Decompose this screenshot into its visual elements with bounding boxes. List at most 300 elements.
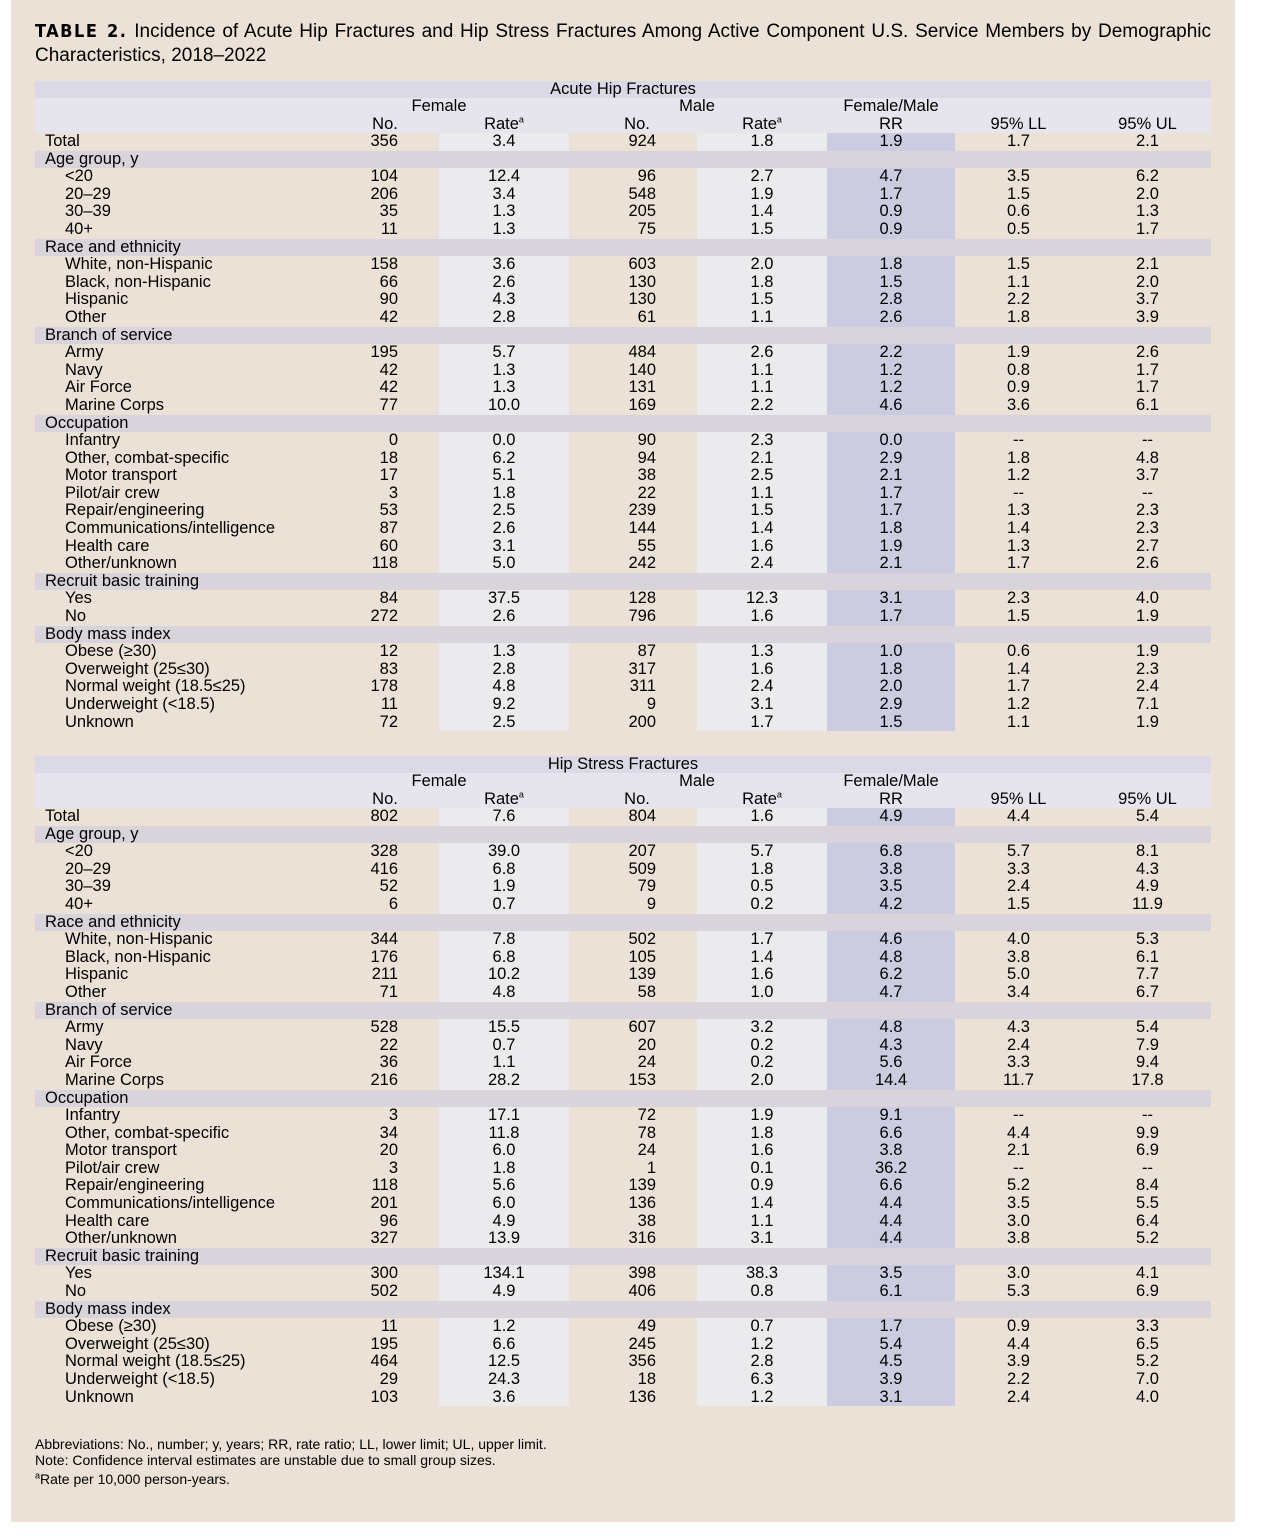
total-row bbox=[35, 133, 1211, 151]
table-row bbox=[35, 1265, 1211, 1283]
female-rate: 1.3 bbox=[492, 360, 516, 379]
female-rate: 2.6 bbox=[492, 272, 516, 291]
rr-header: RR bbox=[879, 114, 903, 133]
male-rate: 1.0 bbox=[750, 982, 774, 1001]
column-shading bbox=[569, 309, 697, 327]
row-label: Air Force bbox=[65, 378, 132, 397]
row-label: Marine Corps bbox=[65, 395, 165, 414]
table-row bbox=[35, 1283, 1211, 1301]
female-count: 206 bbox=[370, 184, 398, 203]
female-count: 464 bbox=[370, 1352, 398, 1371]
lower-limit: 0.6 bbox=[1007, 642, 1030, 661]
rate-footnote: $^a$Rate per 10,000 person-years. bbox=[35, 1470, 230, 1487]
male-rate: 6.3 bbox=[750, 1370, 774, 1388]
row-label: 20–29 bbox=[65, 859, 111, 878]
upper-limit: 4.0 bbox=[1136, 1387, 1159, 1406]
row-label: Communications/intelligence bbox=[65, 519, 276, 538]
rate-ratio: 1.9 bbox=[879, 132, 903, 150]
row-label: Hispanic bbox=[65, 290, 129, 309]
lower-limit: 2.2 bbox=[1007, 1370, 1030, 1388]
category-row bbox=[35, 239, 1211, 257]
column-shading bbox=[569, 168, 697, 186]
female-count: 344 bbox=[370, 930, 398, 949]
female-count: 158 bbox=[370, 255, 398, 274]
category-label: Branch of service bbox=[45, 1000, 173, 1019]
female-count: 52 bbox=[379, 877, 398, 896]
female-rate: 28.2 bbox=[487, 1070, 521, 1089]
lower-limit: 0.5 bbox=[1007, 219, 1030, 238]
lower-limit: 2.3 bbox=[1007, 589, 1030, 608]
upper-limit: -- bbox=[1142, 483, 1153, 502]
male-rate: 1.1 bbox=[750, 307, 774, 326]
upper-limit: 2.3 bbox=[1136, 659, 1159, 678]
rate-ratio: 4.4 bbox=[879, 1211, 903, 1230]
female-rate: 5.7 bbox=[492, 343, 516, 362]
female-rate: 4.8 bbox=[492, 677, 516, 696]
row-label: <20 bbox=[65, 167, 93, 186]
male-rate: 0.1 bbox=[750, 1158, 774, 1177]
female-count: 502 bbox=[370, 1282, 398, 1301]
table-row bbox=[35, 931, 1211, 949]
female-rate: 13.9 bbox=[487, 1229, 521, 1248]
male-count: 548 bbox=[628, 184, 656, 203]
upper-limit: 8.4 bbox=[1136, 1176, 1159, 1195]
upper-limit: 2.0 bbox=[1136, 184, 1159, 203]
male-rate: 0.7 bbox=[750, 1317, 774, 1336]
male-count: 130 bbox=[628, 290, 656, 309]
female-rate: 134.1 bbox=[483, 1264, 525, 1283]
female-rate: 7.6 bbox=[492, 807, 516, 825]
male-no-header: No. bbox=[624, 114, 650, 133]
lower-limit: 1.2 bbox=[1007, 466, 1030, 485]
rate-ratio: 2.6 bbox=[879, 307, 903, 326]
rate-ratio: 1.7 bbox=[879, 184, 903, 203]
column-shading bbox=[569, 450, 697, 468]
table-row bbox=[35, 362, 1211, 380]
upper-limit: 4.1 bbox=[1136, 1264, 1159, 1283]
row-label: Other, combat-specific bbox=[65, 448, 230, 467]
lower-limit: 1.7 bbox=[1007, 554, 1030, 573]
lower-limit: 11.7 bbox=[1003, 1070, 1034, 1089]
upper-limit: 6.9 bbox=[1136, 1282, 1159, 1301]
table-row bbox=[35, 1195, 1211, 1213]
female-rate: 3.6 bbox=[492, 255, 516, 274]
row-label: Normal weight (18.5≤25) bbox=[65, 677, 246, 696]
lower-limit: 5.0 bbox=[1007, 965, 1030, 984]
table-row bbox=[35, 1336, 1211, 1354]
table-row bbox=[35, 714, 1211, 732]
rate-ratio: 3.8 bbox=[879, 1141, 903, 1160]
category-label: Body mass index bbox=[45, 624, 171, 643]
rate-ratio: 9.1 bbox=[879, 1106, 903, 1125]
row-label: Communications/intelligence bbox=[65, 1194, 276, 1213]
lower-limit: 3.0 bbox=[1007, 1211, 1030, 1230]
male-count: 607 bbox=[628, 1018, 656, 1037]
table-row bbox=[35, 1054, 1211, 1072]
upper-limit: 5.4 bbox=[1136, 807, 1159, 825]
row-label: Total bbox=[45, 132, 80, 150]
column-shading bbox=[569, 538, 697, 556]
column-shading bbox=[569, 1037, 697, 1055]
female-count: 118 bbox=[371, 1176, 398, 1195]
male-count: 242 bbox=[628, 554, 656, 573]
rate-ratio: 3.1 bbox=[879, 589, 903, 608]
upper-limit: 5.2 bbox=[1136, 1229, 1159, 1248]
lower-limit: 1.2 bbox=[1007, 695, 1030, 713]
row-label: Army bbox=[65, 343, 104, 362]
female-rate: 4.9 bbox=[492, 1211, 516, 1230]
upper-limit: 5.2 bbox=[1136, 1352, 1159, 1371]
rate-ratio: 1.0 bbox=[879, 642, 903, 661]
rate-ratio: 3.5 bbox=[879, 877, 903, 896]
male-count: 131 bbox=[628, 378, 656, 397]
category-label: Age group, y bbox=[45, 824, 139, 843]
male-rate: 1.8 bbox=[750, 1123, 774, 1142]
category-row bbox=[35, 1002, 1211, 1020]
rate-ratio: 4.4 bbox=[879, 1229, 903, 1248]
female-count: 29 bbox=[379, 1370, 398, 1388]
male-count: 245 bbox=[628, 1334, 656, 1353]
female-rate: 6.2 bbox=[492, 448, 516, 467]
column-shading bbox=[569, 878, 697, 896]
lower-limit: 1.1 bbox=[1007, 712, 1030, 731]
female-rate: 9.2 bbox=[492, 695, 516, 713]
male-count: 136 bbox=[628, 1387, 656, 1406]
category-row bbox=[35, 415, 1211, 433]
female-count: 35 bbox=[379, 202, 398, 221]
upper-limit: 5.4 bbox=[1136, 1018, 1159, 1037]
rate-ratio: 2.9 bbox=[879, 695, 903, 713]
female-rate: 12.5 bbox=[487, 1352, 521, 1371]
category-label: Race and ethnicity bbox=[45, 237, 181, 256]
rate-ratio: 1.9 bbox=[879, 536, 903, 555]
category-row bbox=[35, 573, 1211, 591]
row-label: 40+ bbox=[65, 894, 93, 913]
male-rate: 5.7 bbox=[750, 842, 774, 861]
row-label: No bbox=[65, 1282, 87, 1301]
female-count: 104 bbox=[370, 167, 398, 186]
lower-limit: 2.4 bbox=[1007, 1035, 1030, 1054]
upper-limit: 2.7 bbox=[1136, 536, 1159, 555]
male-rate: 1.6 bbox=[750, 536, 774, 555]
lower-limit: -- bbox=[1013, 483, 1024, 502]
lower-limit: 5.2 bbox=[1007, 1176, 1030, 1195]
male-rate: 1.1 bbox=[750, 378, 774, 397]
row-label: Hispanic bbox=[65, 965, 129, 984]
male-rate: 0.8 bbox=[750, 1282, 774, 1301]
male-count: 1 bbox=[646, 1158, 656, 1177]
lower-limit: 2.4 bbox=[1007, 877, 1030, 896]
female-rate: 2.8 bbox=[492, 659, 516, 678]
male-count: 205 bbox=[628, 202, 656, 221]
female-count: 211 bbox=[371, 965, 398, 984]
rate-ratio: 3.8 bbox=[879, 859, 903, 878]
male-rate: 1.8 bbox=[750, 132, 774, 150]
female-count: 216 bbox=[370, 1070, 398, 1089]
female-rate: 6.6 bbox=[492, 1334, 516, 1353]
female-rate: 2.6 bbox=[492, 519, 516, 538]
table-row bbox=[35, 555, 1211, 573]
category-label: Occupation bbox=[45, 1088, 129, 1107]
upper-limit: 5.5 bbox=[1136, 1194, 1159, 1213]
female-rate: 4.8 bbox=[492, 982, 516, 1001]
lower-limit: 5.7 bbox=[1007, 842, 1030, 861]
female-count: 195 bbox=[370, 343, 398, 362]
upper-limit: -- bbox=[1142, 1106, 1153, 1125]
upper-limit: 4.8 bbox=[1136, 448, 1159, 467]
male-count: 79 bbox=[637, 877, 656, 896]
male-rate: 2.0 bbox=[750, 255, 774, 274]
male-rate: 1.2 bbox=[750, 1387, 774, 1406]
upper-limit: 1.9 bbox=[1136, 712, 1159, 731]
male-rate-header: Rate$^a$ bbox=[742, 789, 782, 808]
rate-ratio: 2.9 bbox=[879, 448, 903, 467]
male-rate: 1.8 bbox=[750, 859, 774, 878]
female-rate: 5.1 bbox=[492, 466, 516, 485]
table-row bbox=[35, 1213, 1211, 1231]
male-count: 20 bbox=[637, 1035, 656, 1054]
table-row bbox=[35, 1142, 1211, 1160]
female-count: 327 bbox=[370, 1229, 398, 1248]
male-count: 38 bbox=[637, 466, 656, 485]
rate-ratio: 2.0 bbox=[879, 677, 903, 696]
lower-limit: 5.3 bbox=[1007, 1282, 1030, 1301]
female-count: 118 bbox=[371, 554, 398, 573]
row-label: White, non-Hispanic bbox=[65, 930, 213, 949]
female-group-header: Female bbox=[411, 772, 467, 790]
table-title-text: Incidence of Acute Hip Fractures and Hip Stress Fractures Among Active Component U.S. Service Members by Demographic Characteristics, 2018–2022 bbox=[35, 21, 1212, 66]
table-label: TABLE 2. bbox=[35, 21, 128, 42]
upper-limit: 4.3 bbox=[1136, 859, 1159, 878]
male-count: 139 bbox=[628, 965, 656, 984]
female-count: 328 bbox=[370, 842, 398, 861]
category-row bbox=[35, 151, 1211, 169]
rate-ratio: 4.7 bbox=[879, 167, 903, 186]
female-count: 416 bbox=[370, 859, 398, 878]
female-count: 528 bbox=[370, 1018, 398, 1037]
column-shading bbox=[569, 1318, 697, 1336]
table-row bbox=[35, 203, 1211, 221]
male-count: 207 bbox=[628, 842, 656, 861]
confidence-note: Note: Confidence interval estimates are unstable due to small group sizes. bbox=[35, 1451, 496, 1468]
male-rate: 1.1 bbox=[750, 1211, 774, 1230]
female-rate: 3.4 bbox=[492, 132, 516, 150]
female-rate: 24.3 bbox=[487, 1370, 521, 1388]
category-label: Occupation bbox=[45, 413, 129, 432]
rate-ratio: 2.1 bbox=[879, 554, 903, 573]
table-row bbox=[35, 878, 1211, 896]
column-shading bbox=[569, 467, 697, 485]
female-count: 20 bbox=[379, 1141, 398, 1160]
male-rate: 1.4 bbox=[750, 202, 774, 221]
male-count: 317 bbox=[628, 659, 656, 678]
female-rate: 1.3 bbox=[492, 219, 516, 238]
lower-limit: 1.4 bbox=[1007, 659, 1030, 678]
female-count: 72 bbox=[379, 712, 398, 731]
upper-limit: 17.8 bbox=[1131, 1070, 1164, 1089]
category-row bbox=[35, 1090, 1211, 1108]
row-label: Motor transport bbox=[65, 1141, 177, 1160]
row-label: Motor transport bbox=[65, 466, 177, 485]
female-rate: 1.3 bbox=[492, 642, 516, 661]
table-panel bbox=[11, 0, 1235, 1522]
row-label: Unknown bbox=[65, 712, 134, 731]
lower-limit: -- bbox=[1013, 1106, 1024, 1125]
rate-ratio: 4.6 bbox=[879, 395, 903, 414]
row-label: No bbox=[65, 607, 87, 626]
lower-limit: 1.5 bbox=[1007, 255, 1030, 274]
table-row bbox=[35, 1160, 1211, 1178]
rate-ratio: 6.6 bbox=[879, 1176, 903, 1195]
table-row bbox=[35, 221, 1211, 239]
upper-limit: 8.1 bbox=[1136, 842, 1159, 861]
rate-ratio: 2.2 bbox=[879, 343, 903, 362]
female-count: 11 bbox=[380, 695, 398, 713]
lower-limit: 0.8 bbox=[1007, 360, 1030, 379]
row-label: Health care bbox=[65, 536, 150, 555]
upper-limit: 7.9 bbox=[1136, 1035, 1159, 1054]
male-count: 49 bbox=[637, 1317, 656, 1336]
male-count: 502 bbox=[628, 930, 656, 949]
table-row bbox=[35, 520, 1211, 538]
table-row bbox=[35, 861, 1211, 879]
lower-limit: 1.5 bbox=[1007, 894, 1030, 913]
table-row bbox=[35, 966, 1211, 984]
female-count: 3 bbox=[388, 1106, 398, 1125]
lower-limit: 1.1 bbox=[1007, 272, 1030, 291]
male-count: 509 bbox=[628, 859, 656, 878]
female-count: 195 bbox=[370, 1334, 398, 1353]
rate-ratio: 1.2 bbox=[879, 378, 903, 397]
row-label: 20–29 bbox=[65, 184, 111, 203]
lower-limit: 2.2 bbox=[1007, 290, 1030, 309]
upper-limit: 5.3 bbox=[1136, 930, 1159, 949]
table-row bbox=[35, 896, 1211, 914]
rate-ratio: 0.0 bbox=[879, 431, 903, 450]
male-count: 9 bbox=[646, 894, 656, 913]
male-rate: 1.6 bbox=[750, 965, 774, 984]
table-row bbox=[35, 1389, 1211, 1407]
rate-ratio: 4.7 bbox=[879, 982, 903, 1001]
upper-limit: 6.2 bbox=[1136, 167, 1159, 186]
column-shading bbox=[569, 1125, 697, 1143]
female-male-header: Female/Male bbox=[843, 97, 939, 115]
female-rate: 5.0 bbox=[492, 554, 516, 573]
lower-limit: 4.3 bbox=[1007, 1018, 1030, 1037]
male-rate: 2.2 bbox=[750, 395, 774, 414]
male-no-header: No. bbox=[624, 789, 650, 808]
female-rate: 7.8 bbox=[492, 930, 516, 949]
row-label: Black, non-Hispanic bbox=[65, 272, 211, 291]
female-count: 77 bbox=[379, 395, 398, 414]
upper-limit: 2.0 bbox=[1136, 272, 1159, 291]
female-rate: 1.3 bbox=[492, 202, 516, 221]
lower-limit: 1.5 bbox=[1007, 184, 1030, 203]
upper-limit: -- bbox=[1142, 1158, 1153, 1177]
abbreviations-note: Abbreviations: No., number; y, years; RR, rate ratio; LL, lower limit; UL, upper limit. bbox=[35, 1436, 547, 1452]
female-rate: 3.6 bbox=[492, 1387, 516, 1406]
rate-ratio: 4.3 bbox=[879, 1035, 903, 1054]
table-row bbox=[35, 1353, 1211, 1371]
female-rate: 0.7 bbox=[492, 1035, 516, 1054]
male-count: 398 bbox=[628, 1264, 656, 1283]
female-count: 18 bbox=[379, 448, 398, 467]
male-count: 75 bbox=[637, 219, 656, 238]
female-count: 83 bbox=[379, 659, 398, 678]
male-count: 96 bbox=[637, 167, 656, 186]
female-count: 11 bbox=[380, 1317, 398, 1336]
female-count: 6 bbox=[388, 894, 398, 913]
rate-ratio: 6.1 bbox=[879, 1282, 903, 1301]
row-label: Obese (≥30) bbox=[65, 1317, 157, 1336]
female-rate: 2.5 bbox=[492, 712, 516, 731]
row-label: Navy bbox=[65, 1035, 103, 1054]
female-rate: 17.1 bbox=[487, 1106, 521, 1125]
male-rate: 1.6 bbox=[750, 659, 774, 678]
male-count: 356 bbox=[628, 1352, 656, 1371]
rate-ratio: 1.2 bbox=[879, 360, 903, 379]
upper-limit: 1.3 bbox=[1136, 202, 1159, 221]
female-count: 71 bbox=[379, 982, 398, 1001]
male-count: 105 bbox=[628, 947, 656, 966]
rate-ratio: 6.2 bbox=[879, 965, 903, 984]
female-rate: 3.1 bbox=[492, 536, 516, 555]
lower-limit: -- bbox=[1013, 431, 1024, 450]
table-row bbox=[35, 590, 1211, 608]
female-count: 42 bbox=[379, 307, 398, 326]
female-rate: 6.8 bbox=[492, 947, 516, 966]
row-label: Other bbox=[65, 307, 107, 326]
female-count: 178 bbox=[370, 677, 398, 696]
table-title bbox=[35, 20, 1211, 68]
table-row bbox=[35, 608, 1211, 626]
rate-ratio: 14.4 bbox=[874, 1070, 908, 1089]
category-label: Recruit basic training bbox=[45, 571, 200, 590]
lower-limit: 3.8 bbox=[1007, 1229, 1030, 1248]
ll-header: 95% LL bbox=[990, 114, 1047, 133]
column-shading bbox=[569, 1054, 697, 1072]
male-count: 22 bbox=[637, 483, 656, 502]
table-row bbox=[35, 432, 1211, 450]
female-count: 176 bbox=[370, 947, 398, 966]
female-rate: 1.8 bbox=[492, 1158, 516, 1177]
rate-ratio: 4.6 bbox=[879, 930, 903, 949]
hip-stress-fractures-table bbox=[35, 756, 1211, 1406]
male-rate: 1.5 bbox=[750, 219, 774, 238]
rate-ratio: 1.8 bbox=[879, 659, 903, 678]
column-shading bbox=[569, 1371, 697, 1389]
row-label: <20 bbox=[65, 842, 93, 861]
table-row bbox=[35, 643, 1211, 661]
male-rate: 38.3 bbox=[745, 1264, 779, 1283]
male-rate: 1.5 bbox=[750, 290, 774, 309]
rate-ratio: 0.9 bbox=[879, 219, 903, 238]
upper-limit: 11.9 bbox=[1132, 894, 1163, 913]
female-male-header: Female/Male bbox=[843, 772, 939, 790]
lower-limit: 3.6 bbox=[1007, 395, 1030, 414]
male-rate: 1.2 bbox=[750, 1334, 774, 1353]
rate-ratio: 0.9 bbox=[879, 202, 903, 221]
female-count: 90 bbox=[379, 290, 398, 309]
male-count: 87 bbox=[637, 642, 656, 661]
male-rate: 2.1 bbox=[750, 448, 774, 467]
lower-limit: 3.3 bbox=[1007, 1053, 1030, 1072]
male-rate: 0.2 bbox=[750, 1053, 774, 1072]
category-label: Race and ethnicity bbox=[45, 912, 181, 931]
upper-limit: 1.7 bbox=[1136, 219, 1159, 238]
male-rate: 2.5 bbox=[750, 466, 774, 485]
table-row bbox=[35, 1177, 1211, 1195]
